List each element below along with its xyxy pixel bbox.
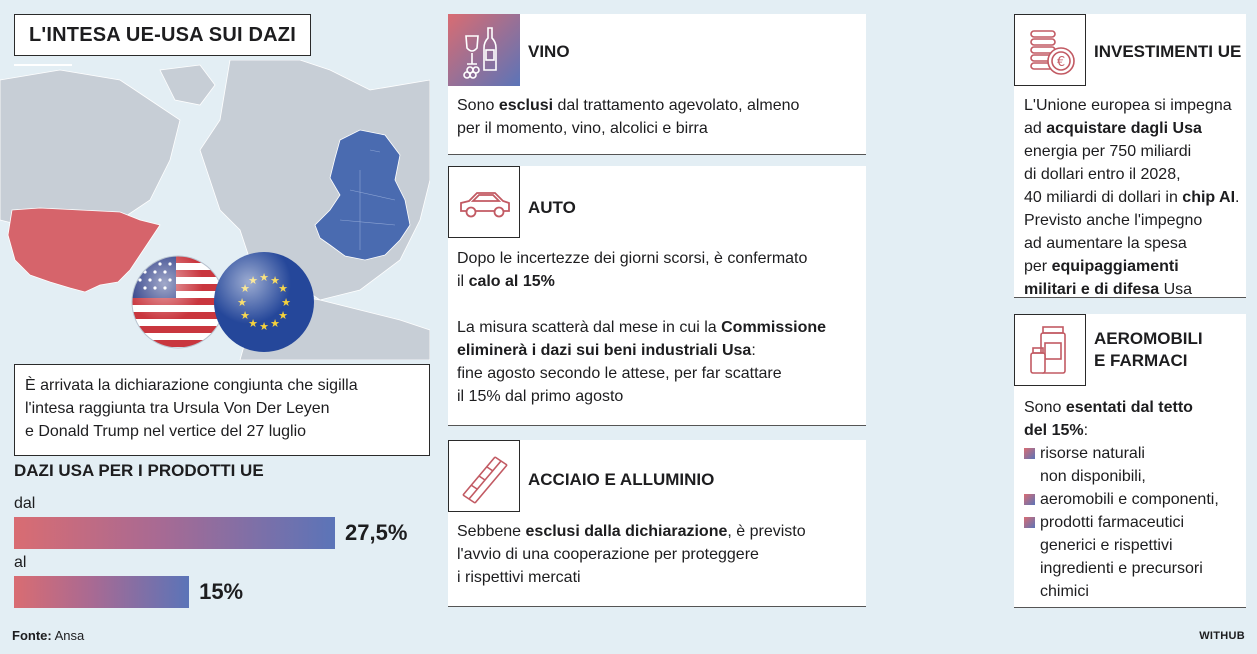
exemption-item [1024, 511, 1246, 603]
from-rate-value: 27,5% [345, 520, 408, 545]
exemption-item-text: risorse naturali [1024, 442, 1246, 465]
exemption-item-text: generici e rispettivi [1040, 537, 1173, 554]
to-rate-value: 15% [199, 579, 244, 604]
investments-title: INVESTIMENTI UE [1094, 42, 1242, 61]
wine-title: VINO [528, 42, 570, 61]
wine-icon [448, 14, 520, 86]
auto-text-1: Dopo le incertezze dei giorni scorsi, è confermato il calo al 15% [457, 250, 808, 290]
exemption-item-text: chimici [1040, 583, 1089, 600]
car-icon [449, 167, 521, 239]
euro-coins-icon [1015, 15, 1087, 87]
investments-text: L'Unione europea si impegna ad acquistare dagli Usa energia per 750 miliardi di dollari entro il 2028, 40 miliardi di dollari in chip AI. Previsto anche l'impegno ad aumentare la spesa per equipaggiamenti militari e di difesa Usa [1024, 97, 1240, 298]
exemption-item [1024, 488, 1246, 511]
brand-logo: WITHUB [1199, 630, 1245, 642]
from-label: dal [14, 495, 36, 512]
to-label: al [14, 554, 27, 571]
to-rate-bar [14, 576, 189, 608]
wine-icon-box [448, 14, 520, 86]
wine-text: Sono esclusi dal trattamento agevolato, almeno per il momento, vino, alcolici e birra [457, 97, 800, 137]
aircraft-title: AEROMOBILI E FARMACI [1094, 329, 1203, 370]
medicine-icon-box [1014, 314, 1086, 386]
intro-line: e Donald Trump nel vertice del 27 luglio [25, 423, 307, 440]
exemption-item-text: ingredienti e precursori [1040, 560, 1203, 577]
tariff-title: DAZI USA PER I PRODOTTI UE [14, 461, 264, 480]
bullet-square-icon [1024, 517, 1035, 528]
intro-box [14, 364, 430, 456]
bullet-square-icon [1024, 494, 1035, 505]
euro-coins-icon-box [1014, 14, 1086, 86]
exemption-list [1024, 442, 1246, 603]
world-map [0, 60, 430, 360]
source-note: Fonte: Ansa [12, 628, 85, 643]
steel-bars-icon [449, 441, 521, 513]
svg-text:€: € [1056, 55, 1066, 70]
page-title: L'INTESA UE-USA SUI DAZI [14, 14, 311, 56]
car-icon-box [448, 166, 520, 238]
steel-text: Sebbene esclusi dalla dichiarazione, è previsto l'avvio di una cooperazione per proteggere i rispettivi mercati [457, 523, 806, 586]
eu-flag-icon [214, 252, 314, 352]
exemption-item-text: aeromobili e componenti, [1024, 488, 1246, 511]
auto-title: AUTO [528, 198, 576, 217]
exemption-item-text: prodotti farmaceutici [1024, 511, 1246, 534]
usa-map-shape [8, 208, 160, 292]
medicine-icon [1015, 315, 1087, 387]
auto-text-2: La misura scatterà dal mese in cui la Commissione eliminerà i dazi sui beni industriali Usa: fine agosto secondo le attese, per far scattare il 15% dal primo agosto [457, 319, 827, 405]
exemption-item-text: non disponibili, [1040, 468, 1146, 485]
intro-line: È arrivata la dichiarazione congiunta che sigilla [25, 377, 358, 394]
from-rate-bar [14, 517, 335, 549]
steel-title: ACCIAIO E ALLUMINIO [528, 470, 715, 489]
aircraft-text: Sono esentati dal tetto del 15%: [1024, 399, 1193, 439]
intro-line: l'intesa raggiunta tra Ursula Von Der Leyen [25, 400, 330, 417]
exemption-item [1024, 442, 1246, 488]
steel-icon-box [448, 440, 520, 512]
bullet-square-icon [1024, 448, 1035, 459]
